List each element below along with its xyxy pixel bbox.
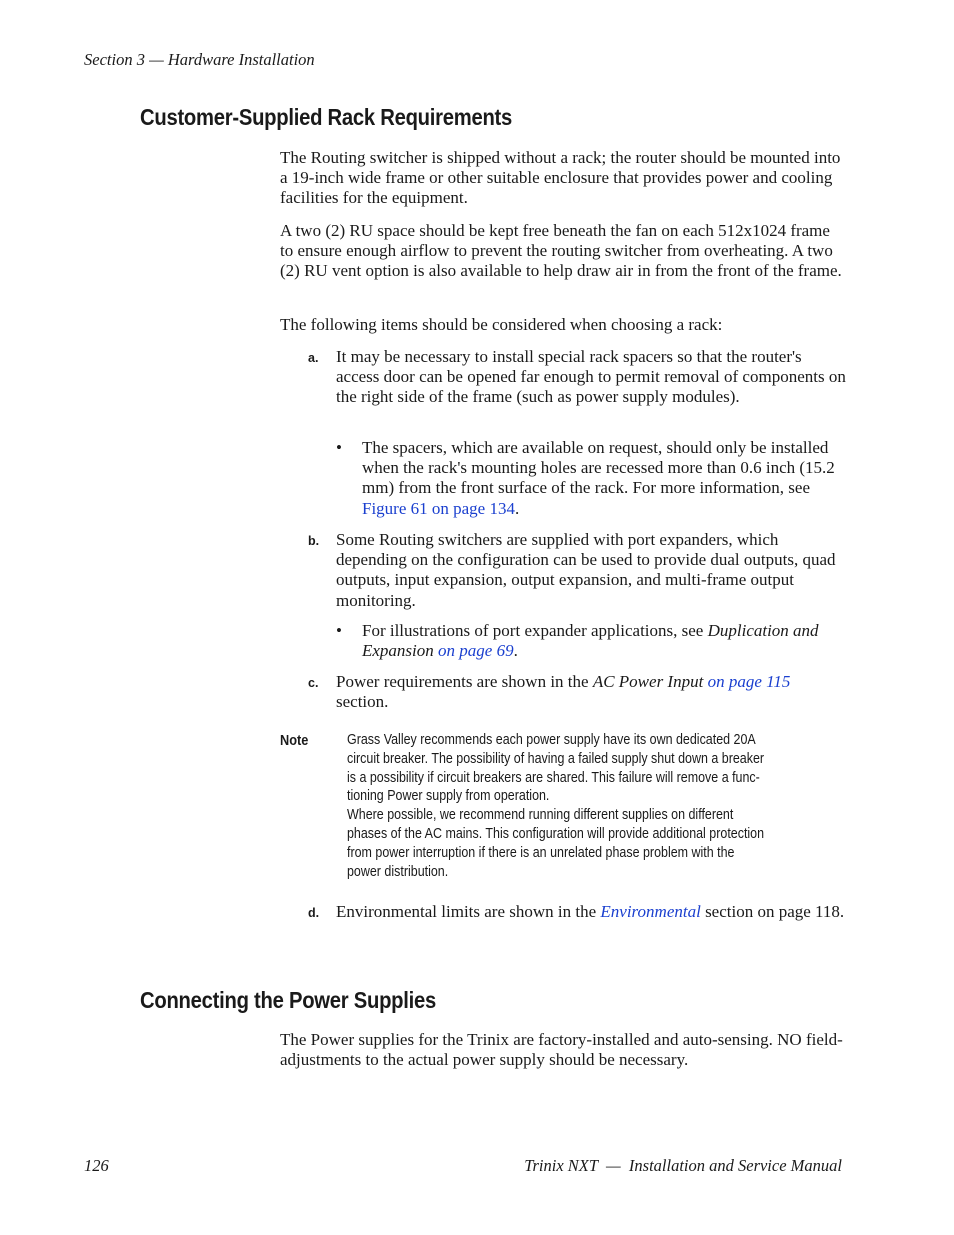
list-item-text: Environmental limits are shown in the Environmental section on page 118.	[336, 902, 845, 921]
section-heading-rack-requirements: Customer-Supplied Rack Requirements	[140, 104, 513, 130]
note-line: circuit breaker. The possibility of having a failed supply shut down a breaker	[347, 750, 765, 767]
note-line: is a possibility if circuit breakers are shared. This failure will remove a func-	[347, 769, 760, 786]
list-item-text: Power requirements are shown in the AC Power Input on page 115 section.	[336, 672, 791, 712]
cross-reference-title: Duplication and Expansion	[362, 621, 819, 661]
list-item-label: c.	[308, 676, 319, 690]
figure-link[interactable]: Figure 61 on page 134	[362, 498, 515, 518]
bullet-text: For illustrations of port expander applications, see Duplication and Expansion on page 69.	[362, 621, 819, 661]
cross-reference-title: AC Power Input	[592, 672, 704, 691]
footer-manual-title: Trinix NXT — Installation and Service Manual	[524, 1156, 842, 1175]
note-line: Grass Valley recommends each power supply have its own dedicated 20A	[347, 732, 756, 748]
section-heading-power-supplies: Connecting the Power Supplies	[140, 987, 436, 1013]
note-label: Note	[280, 732, 309, 749]
note-line: tioning Power supply from operation.	[347, 788, 550, 805]
list-item-b	[308, 530, 848, 611]
page-number: 126	[84, 1156, 109, 1175]
list-item-d	[308, 902, 848, 922]
paragraph: The Power supplies for the Trinix are factory-installed and auto-sensing. NO field-adjustments to the actual power supply should be necessary.	[280, 1030, 843, 1070]
note-line: Where possible, we recommend running different supplies on different	[347, 807, 734, 824]
note-line: power distribution.	[347, 863, 449, 880]
list-item-c	[308, 672, 848, 712]
list-item-label: b.	[308, 534, 320, 548]
bullet-icon: •	[336, 438, 342, 457]
note-line: from power interruption if there is an unrelated phase problem with the	[347, 844, 735, 861]
list-item-text: Some Routing switchers are supplied with port expanders, which depending on the configuration can be used to provide dual outputs, quad outputs, input expansion, output expansion, and multi-frame output monitoring.	[336, 530, 836, 610]
paragraph: A two (2) RU space should be kept free beneath the fan on each 512x1024 frame to ensure enough airflow to prevent the routing switcher from overheating. A two (2) RU vent option is also available to help draw air in from the front of the frame.	[280, 221, 842, 281]
list-item-text: It may be necessary to install special rack spacers so that the router's access door can be opened far enough to permit removal of components on the right side of the frame (such as power supply modules).	[336, 347, 846, 407]
bullet-item	[336, 438, 848, 519]
paragraph: The following items should be considered when choosing a rack:	[280, 315, 723, 334]
bullet-text: The spacers, which are available on request, should only be installed when the rack's mounting holes are recessed more than 0.6 inch (15.2 mm) from the front surface of the rack. For more information, see Figure 61 on page 134.	[362, 438, 835, 518]
environmental-link[interactable]: Environmental	[600, 902, 701, 921]
running-header: Section 3 — Hardware Installation	[84, 50, 315, 69]
note-body	[347, 731, 829, 881]
list-item-label: d.	[308, 906, 320, 920]
list-item-a	[308, 347, 848, 408]
page-link[interactable]: on page 69	[438, 641, 514, 661]
bullet-icon: •	[336, 621, 342, 640]
list-item-label: a.	[308, 351, 319, 365]
paragraph: The Routing switcher is shipped without a rack; the router should be mounted into a 19-inch wide frame or other suitable enclosure that provides power and cooling facilities for the equipment.	[280, 148, 841, 208]
note-line: phases of the AC mains. This configuration will provide additional protection	[347, 825, 765, 842]
page-link[interactable]: on page 115	[707, 672, 791, 691]
bullet-item	[336, 621, 848, 661]
